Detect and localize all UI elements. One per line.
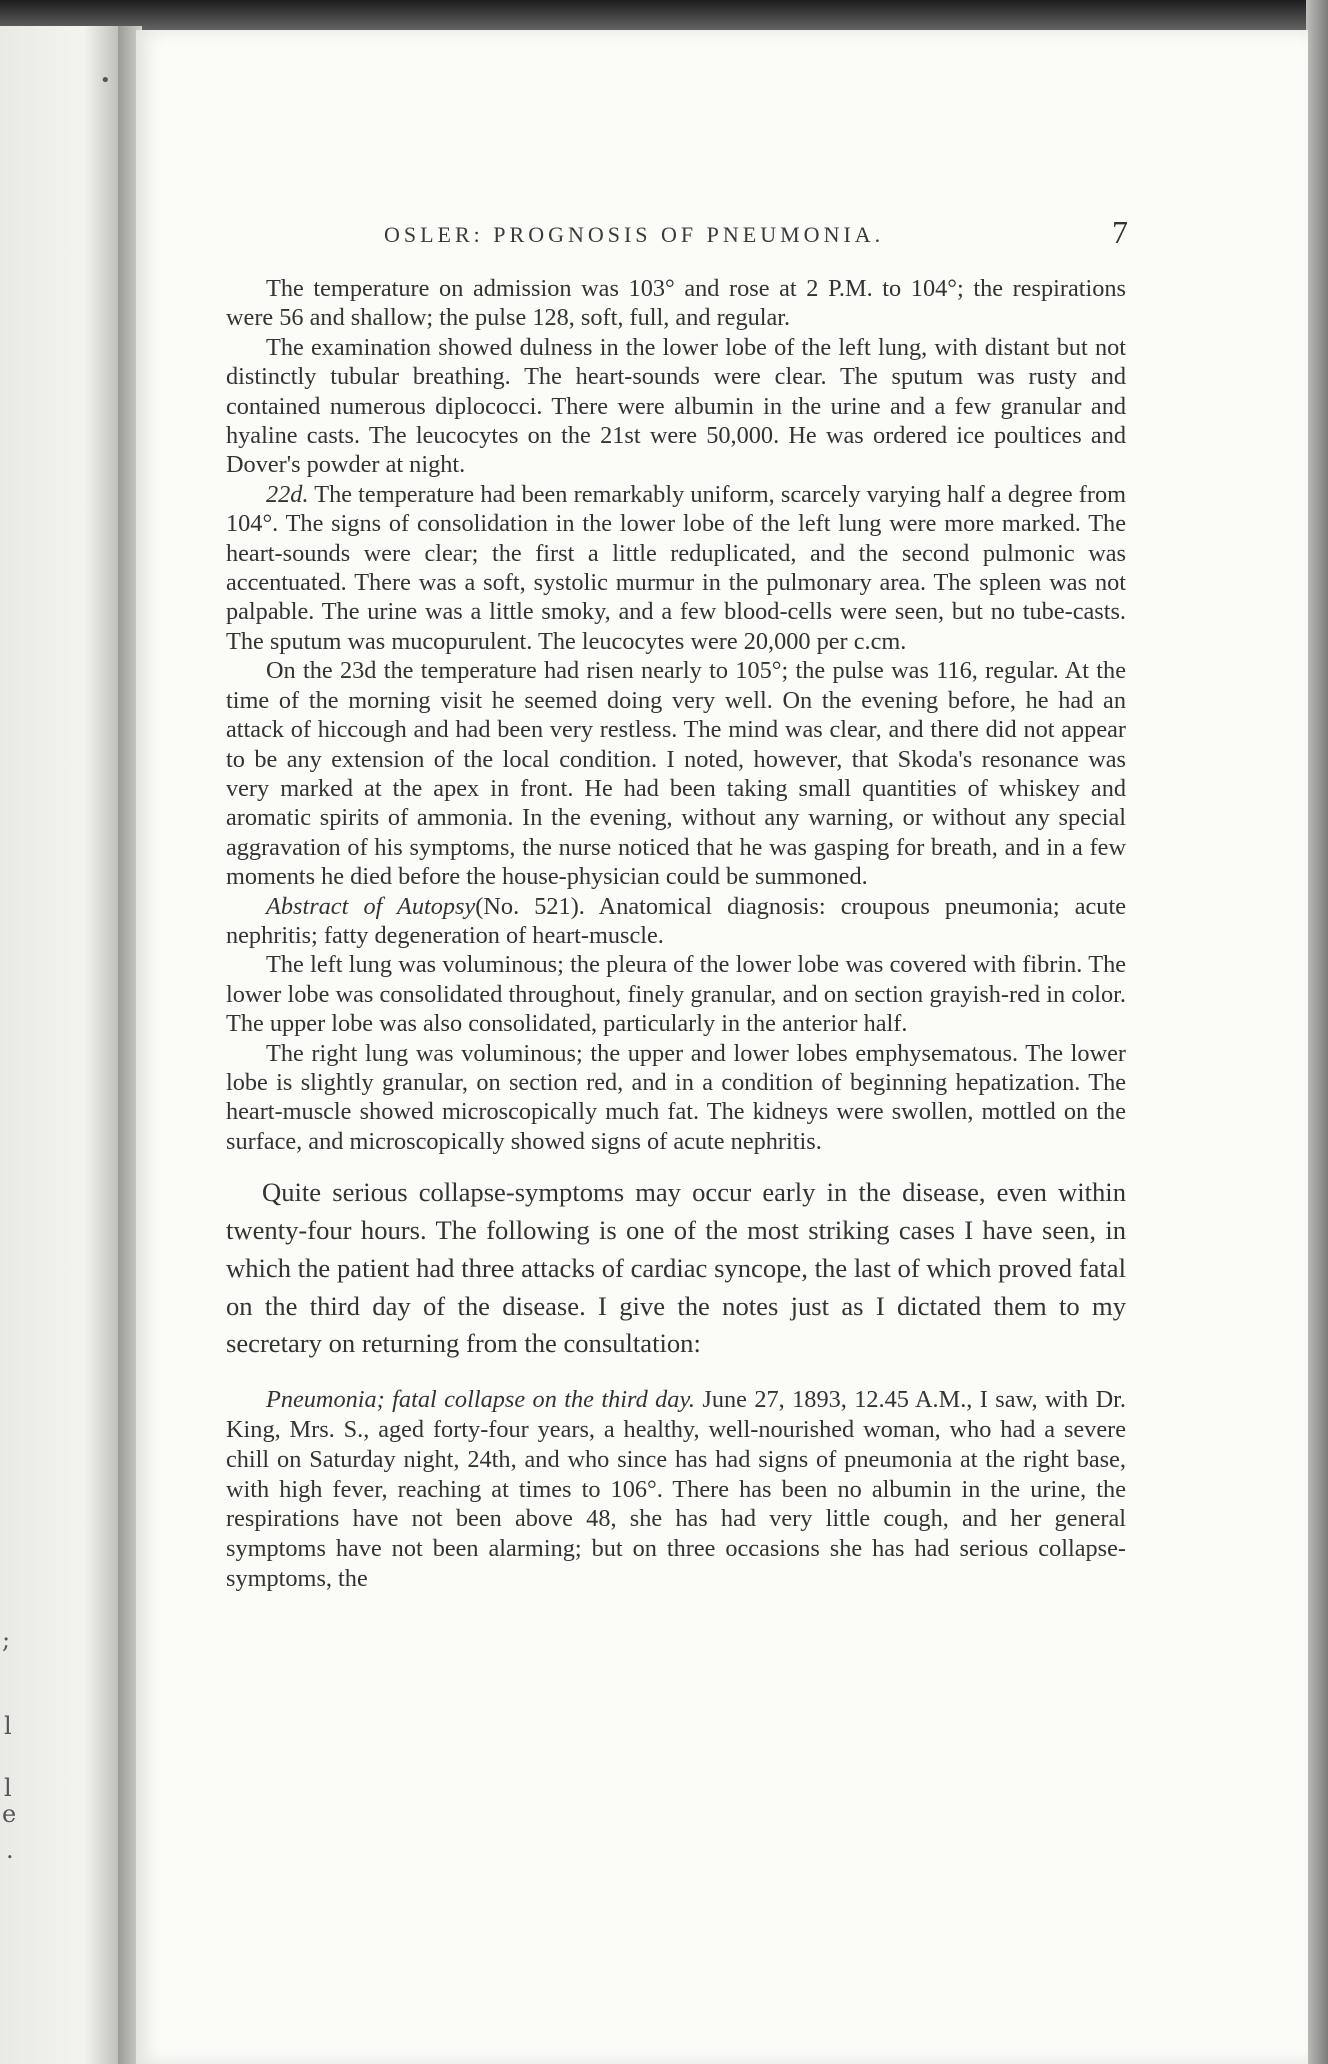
paragraph-left-lung: The left lung was voluminous; the pleura of the lower lobe was covered with fibrin. The lower lobe was consolidated throughout, finely granular, and on section grayish-red in color. The upper lobe was also consolidated, particularly in the anterior half. [226, 951, 1126, 1038]
left-page-edge [0, 26, 120, 2064]
margin-mark-a: ; [2, 1626, 11, 1654]
paragraph-fatal-collapse-text: June 27, 1893, 12.45 A.M., I saw, with Dr. King, Mrs. S., aged forty-four years, a healthy, well-nourished woman, who had a severe chill on Saturday night, 24th, and who since has had signs of pneumonia at the right base, with high fever, reaching at times to 106°. There has been no albumin in the urine, the respirations have not been above 48, she has had very little cough, and her general symptoms have not been alarming; but on three occasions she has had serious collapse-symptoms, the [226, 1386, 1126, 1592]
paragraph-22d [226, 480, 1126, 656]
margin-dot: • [100, 70, 111, 91]
paragraph-22d-text: The temperature had been remarkably uniform, scarcely varying half a degree from 104°. The signs of consolidation in the lower lobe of the left lung were more marked. The heart-sounds were clear; the first a little reduplicated, and the second pulmonic was accentuated. There was a soft, systolic murmur in the pulmonary area. The spleen was not palpable. The urine was a little smoky, and a few blood-cells were seen, but no tube-casts. The sputum was mucopurulent. The leucocytes were 20,000 per c.cm. [226, 480, 1126, 655]
paragraph-fatal-collapse-lead: Pneumonia; fatal collapse on the third day. [266, 1386, 695, 1414]
paragraph-admission: The temperature on admission was 103° and rose at 2 P.M. to 104°; the respirations were 56 and shallow; the pulse 128, soft, full, and regular. [226, 275, 1126, 332]
paragraph-autopsy-text: (No. 521). Anatomical diagnosis: croupous pneumonia; acute nephritis; fatty degeneration of heart-muscle. [226, 892, 1126, 949]
paragraph-22d-lead: 22d. [266, 480, 309, 508]
margin-mark-e: . [6, 1836, 14, 1864]
paragraph-examination: The examination showed dulness in the lower lobe of the left lung, with distant but not distinctly tubular breathing. The heart-sounds were clear. The sputum was rusty and contained numerous diplococci. There were albumin in the urine and a few granular and hyaline casts. The leucocytes on the 21st were 50,000. He was ordered ice poultices and Dover's powder at night. [226, 333, 1126, 479]
page-body [226, 274, 1126, 1594]
main-text-block [226, 1174, 1126, 1363]
paragraph-autopsy-lead: Abstract of Autopsy [266, 892, 476, 920]
right-page-edge [1306, 0, 1328, 2064]
margin-mark-c: l [4, 1774, 12, 1802]
second-case-block [226, 1385, 1126, 1594]
margin-mark-b: l [4, 1712, 12, 1740]
paragraph-fatal-collapse [226, 1385, 1126, 1594]
paragraph-right-lung: The right lung was voluminous; the upper and lower lobes emphysematous. The lower lobe is slightly granular, on section red, and in a condition of beginning hepatization. The heart-muscle showed microscopically much fat. The kidneys were swollen, mottled on the surface, and microscopically showed signs of acute nephritis. [226, 1039, 1126, 1155]
page-number: 7 [1112, 214, 1128, 250]
paragraph-23d: On the 23d the temperature had risen nearly to 105°; the pulse was 116, regular. At the time of the morning visit he seemed doing very well. On the evening before, he had an attack of hiccough and had been very restless. The mind was clear, and there did not appear to be any extension of the local condition. I noted, however, that Skoda's resonance was very marked at the apex in front. He had been taking small quantities of whiskey and aromatic spirits of ammonia. In the evening, without any warning, or without any special aggravation of his symptoms, the nurse noticed that he was gasping for breath, and in a few moments he died before the house-physician could be summoned. [226, 657, 1126, 891]
running-head: OSLER: PROGNOSIS OF PNEUMONIA. [384, 222, 885, 247]
paragraph-autopsy [226, 892, 1126, 951]
paragraph-collapse-symptoms: Quite serious collapse-symptoms may occur early in the disease, even within twenty-four hours. The following is one of the most striking cases I have seen, in which the patient had three attacks of cardiac syncope, the last of which proved fatal on the third day of the disease. I give the notes just as I dictated them to my secretary on returning from the consultation: [226, 1177, 1126, 1359]
case-report-block [226, 274, 1126, 1156]
margin-mark-d: e [2, 1800, 17, 1828]
scanner-top-shadow [0, 0, 1328, 34]
